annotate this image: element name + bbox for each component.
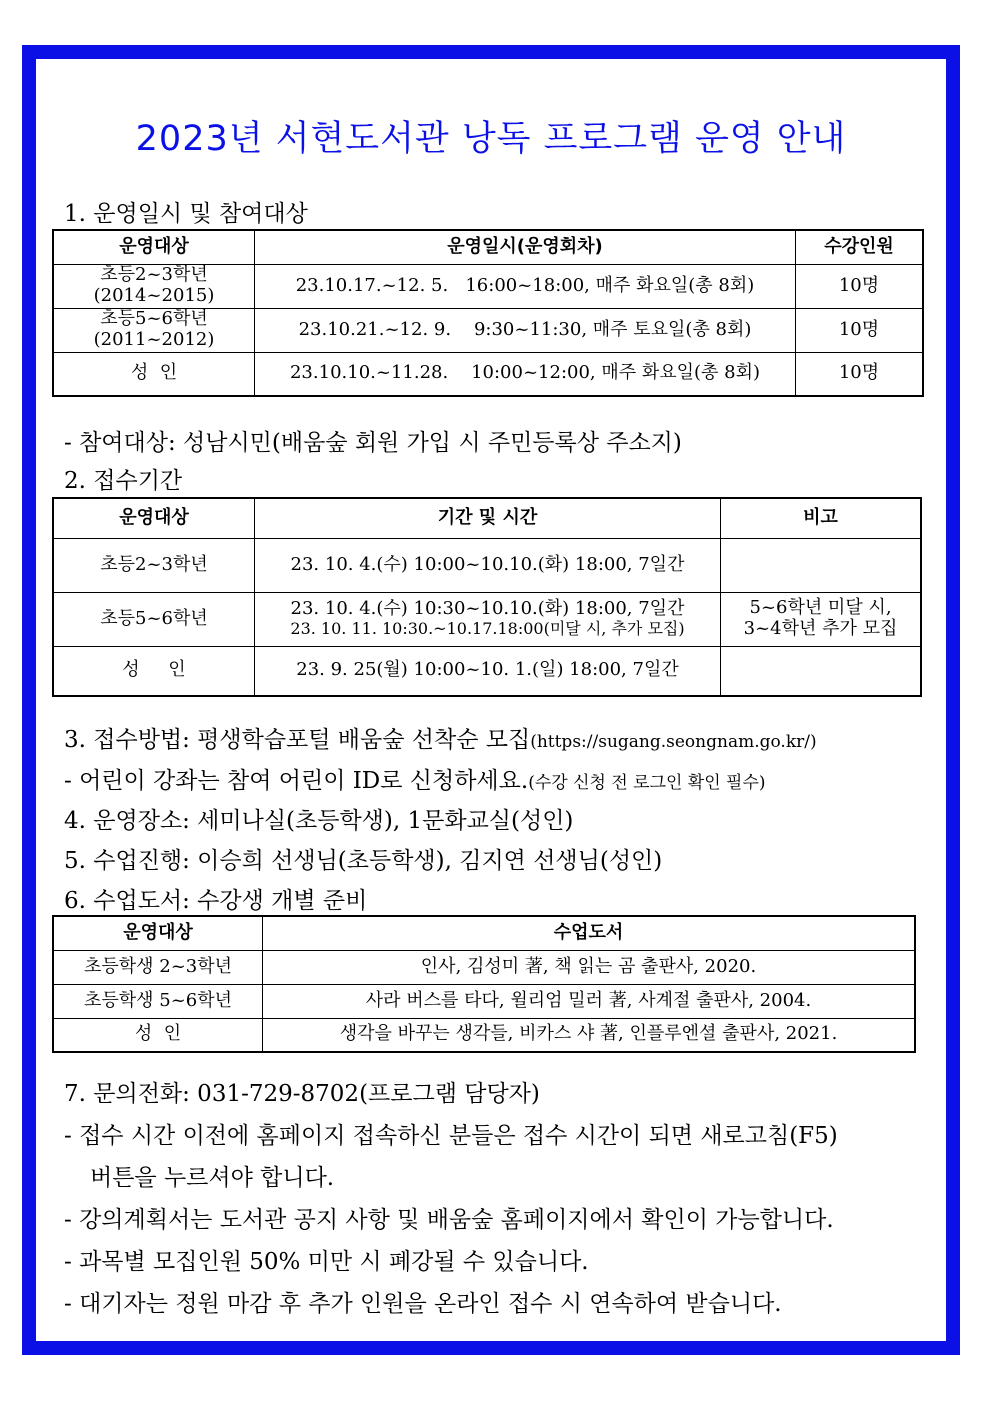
target-cell: 초등2~3학년 (2014~2015) <box>53 264 255 308</box>
books-table <box>52 915 916 1053</box>
note-cell <box>721 646 922 696</box>
target-cell: 초등2~3학년 <box>53 538 255 592</box>
table-row <box>53 1018 915 1052</box>
section3-line1: 3. 접수방법: 평생학습포털 배움숲 선착순 모집(https://sugang.seongnam.go.kr/) <box>64 727 817 753</box>
col-header: 비고 <box>721 498 922 538</box>
period-cell: 23. 9. 25(월) 10:00~10. 1.(일) 18:00, 7일간 <box>255 646 721 696</box>
table-header-row <box>53 916 915 950</box>
section3-line2: - 어린이 강좌는 참여 어린이 ID로 신청하세요.(수강 신청 전 로그인 확인 필수) <box>64 768 766 794</box>
notice-frame <box>22 45 960 1355</box>
page-title: 2023년 서현도서관 낭독 프로그램 운영 안내 <box>135 119 847 159</box>
col-header: 운영대상 <box>53 230 255 264</box>
book-cell: 사라 버스를 타다, 윌리엄 밀러 著, 사계절 출판사, 2004. <box>263 984 916 1018</box>
target-cell: 초등5~6학년 (2011~2012) <box>53 308 255 352</box>
table-row <box>53 538 921 592</box>
table-header-row <box>53 230 923 264</box>
table-row <box>53 984 915 1018</box>
book-cell: 생각을 바꾸는 생각들, 비카스 샤 著, 인플루엔셜 출판사, 2021. <box>263 1018 916 1052</box>
schedule-cell: 23.10.10.~11.28. 10:00~12:00, 매주 화요일(총 8회) <box>255 352 796 396</box>
section7-note: 버튼을 누르셔야 합니다. <box>90 1165 335 1191</box>
col-header: 운영대상 <box>53 498 255 538</box>
section1-heading: 1. 운영일시 및 참여대상 <box>64 201 308 227</box>
col-header: 수업도서 <box>263 916 916 950</box>
section2-heading: 2. 접수기간 <box>64 468 183 494</box>
book-cell: 인사, 김성미 著, 책 읽는 곰 출판사, 2020. <box>263 950 916 984</box>
table-header-row <box>53 498 921 538</box>
table-row <box>53 352 923 396</box>
section6-heading: 6. 수업도서: 수강생 개별 준비 <box>64 888 368 914</box>
section4-location: 4. 운영장소: 세미나실(초등학생), 1문화교실(성인) <box>64 808 574 834</box>
period-cell: 23. 10. 4.(수) 10:30~10.10.(화) 18:00, 7일간 23. 10. 11. 10:30.~10.17.18:00(미달 시, 추가 모집) <box>255 592 721 646</box>
schedule-cell: 23.10.17.~12. 5. 16:00~18:00, 매주 화요일(총 8회) <box>255 264 796 308</box>
section7-note: - 접수 시간 이전에 홈페이지 접속하신 분들은 접수 시간이 되면 새로고침(F5) <box>64 1123 838 1149</box>
table-row <box>53 308 923 352</box>
section7-note: - 과목별 모집인원 50% 미만 시 폐강될 수 있습니다. <box>64 1249 589 1275</box>
schedule-table <box>52 229 924 397</box>
note-cell <box>721 538 922 592</box>
table-row <box>53 646 921 696</box>
table-row <box>53 950 915 984</box>
participant-note: - 참여대상: 성남시민(배움숲 회원 가입 시 주민등록상 주소지) <box>64 430 682 456</box>
note-cell: 5~6학년 미달 시, 3~4학년 추가 모집 <box>721 592 922 646</box>
col-header: 운영대상 <box>53 916 263 950</box>
table-row <box>53 592 921 646</box>
period-cell: 23. 10. 4.(수) 10:00~10.10.(화) 18:00, 7일간 <box>255 538 721 592</box>
sugang-url-link[interactable]: (https://sugang.seongnam.go.kr/) <box>530 732 817 752</box>
col-header: 수강인원 <box>796 230 924 264</box>
target-cell: 초등5~6학년 <box>53 592 255 646</box>
section7-note: - 강의계획서는 도서관 공지 사항 및 배움숲 홈페이지에서 확인이 가능합니다. <box>64 1207 834 1233</box>
target-cell: 성 인 <box>53 1018 263 1052</box>
col-header: 기간 및 시간 <box>255 498 721 538</box>
capacity-cell: 10명 <box>796 264 924 308</box>
section7-heading: 7. 문의전화: 031-729-8702(프로그램 담당자) <box>64 1081 540 1107</box>
target-cell: 성 인 <box>53 646 255 696</box>
section5-instructor: 5. 수업진행: 이승희 선생님(초등학생), 김지연 선생님(성인) <box>64 848 663 874</box>
table-row <box>53 264 923 308</box>
section7-note: - 대기자는 정원 마감 후 추가 인원을 온라인 접수 시 연속하여 받습니다. <box>64 1291 782 1317</box>
capacity-cell: 10명 <box>796 308 924 352</box>
registration-table <box>52 497 922 697</box>
schedule-cell: 23.10.21.~12. 9. 9:30~11:30, 매주 토요일(총 8회) <box>255 308 796 352</box>
target-cell: 초등학생 2~3학년 <box>53 950 263 984</box>
target-cell: 성 인 <box>53 352 255 396</box>
col-header: 운영일시(운영회차) <box>255 230 796 264</box>
target-cell: 초등학생 5~6학년 <box>53 984 263 1018</box>
capacity-cell: 10명 <box>796 352 924 396</box>
